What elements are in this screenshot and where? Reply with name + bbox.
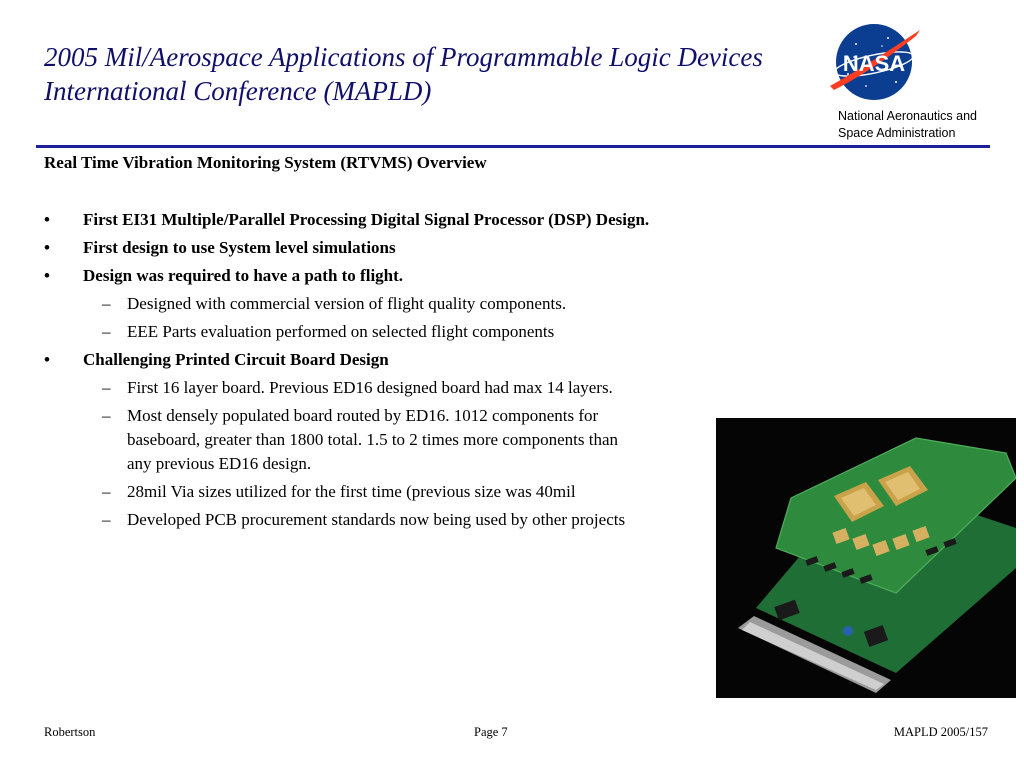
list-item xyxy=(44,348,744,372)
circuit-board-photo xyxy=(716,418,1016,698)
title-line-1: 2005 Mil/Aerospace Applications of Programmable Logic Devices xyxy=(44,42,763,72)
list-item-text: Developed PCB procurement standards now being used by other projects xyxy=(127,510,626,529)
sub-list-item xyxy=(44,480,744,504)
list-item xyxy=(44,208,744,232)
bullet-marker: • xyxy=(44,210,50,229)
list-item-text: Challenging Printed Circuit Board Design xyxy=(83,350,389,369)
dash-marker: – xyxy=(102,482,111,501)
footer-page-number: Page 7 xyxy=(474,725,508,739)
nasa-logo xyxy=(826,22,922,102)
sub-list-item xyxy=(44,508,744,532)
dash-marker: – xyxy=(102,510,111,529)
slide-title xyxy=(44,40,804,112)
title-line-2: International Conference (MAPLD) xyxy=(44,76,432,106)
list-item-text: 28mil Via sizes utilized for the first time (previous size was 40mil xyxy=(127,482,576,501)
sub-list-item xyxy=(44,376,744,400)
footer-reference: MAPLD 2005/157 xyxy=(893,725,988,739)
list-item-text-line: Most densely populated board routed by ED16. 1012 components for xyxy=(127,406,599,425)
list-item xyxy=(44,236,744,260)
list-item-text: Designed with commercial version of flight quality components. xyxy=(127,294,567,313)
agency-line-2: Space Administration xyxy=(838,126,956,140)
header-divider xyxy=(36,145,990,148)
bullet-marker: • xyxy=(44,350,50,369)
dash-marker: – xyxy=(102,294,111,313)
list-item xyxy=(44,264,744,288)
list-item-text: First design to use System level simulations xyxy=(83,238,396,257)
list-item-text: First 16 layer board. Previous ED16 designed board had max 14 layers. xyxy=(127,378,613,397)
slide-subtitle: Real Time Vibration Monitoring System (RTVMS) Overview xyxy=(44,153,487,172)
list-item-text: EEE Parts evaluation performed on selected flight components xyxy=(127,322,555,341)
sub-list-item xyxy=(44,292,744,316)
list-item-text: First EI31 Multiple/Parallel Processing Digital Signal Processor (DSP) Design. xyxy=(83,210,650,229)
sub-list-item xyxy=(44,320,744,344)
dash-marker: – xyxy=(102,406,111,425)
dash-marker: – xyxy=(102,378,111,397)
dash-marker: – xyxy=(102,322,111,341)
agency-line-1: National Aeronautics and xyxy=(838,109,977,123)
bullet-list xyxy=(44,208,744,536)
bullet-marker: • xyxy=(44,266,50,285)
footer-author: Robertson xyxy=(44,725,96,739)
list-item-text-line: any previous ED16 design. xyxy=(127,454,312,473)
list-item-text: Design was required to have a path to flight. xyxy=(83,266,404,285)
sub-list-item xyxy=(44,404,744,476)
agency-name xyxy=(838,108,977,142)
nasa-logo-text: NASA xyxy=(842,51,906,76)
list-item-text-line: baseboard, greater than 1800 total. 1.5 to 2 times more components than xyxy=(127,430,618,449)
bullet-marker: • xyxy=(44,238,50,257)
